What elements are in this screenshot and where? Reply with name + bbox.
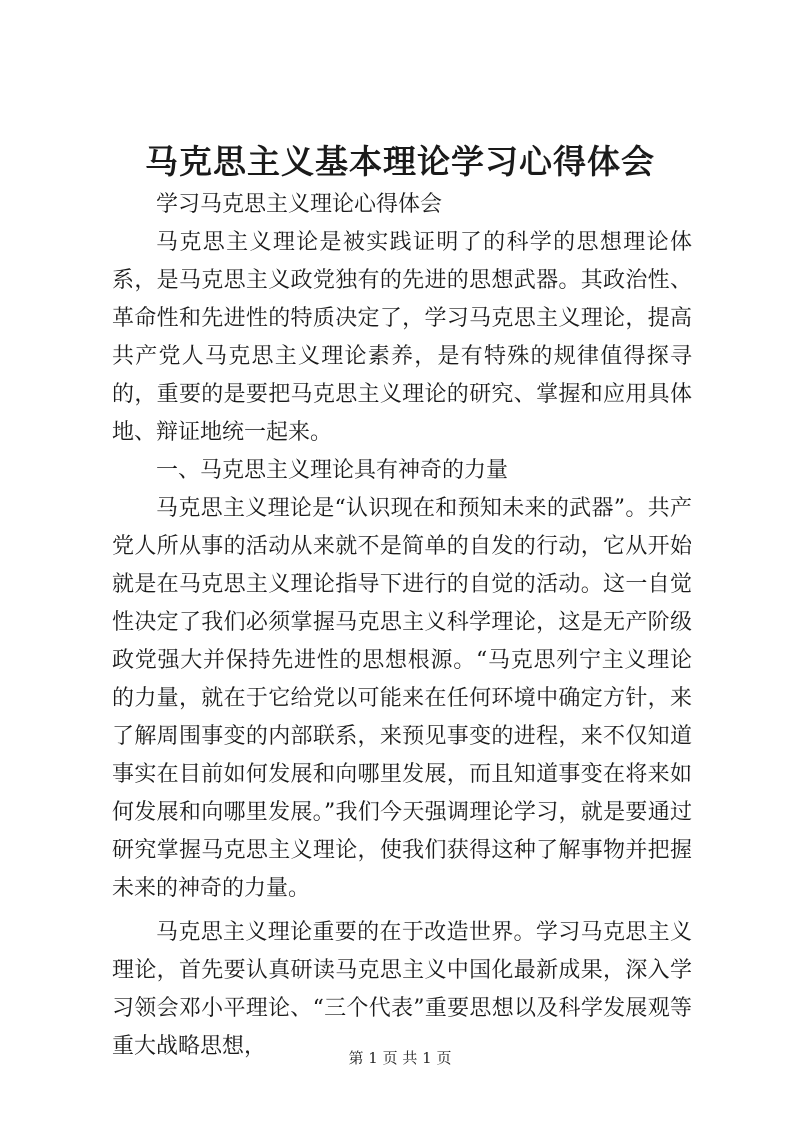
- document-body: [112, 186, 692, 1066]
- page-footer: 第 1 页 共 1 页: [348, 1049, 452, 1067]
- section-heading: 一、马克思主义理论具有神奇的力量: [156, 458, 509, 483]
- document-title: 马克思主义基本理论学习心得体会: [145, 142, 655, 181]
- body-paragraph: 马克思主义理论是“认识现在和预知未来的武器”。共产党人所从事的活动从来就不是简单的自发的行动，它从开始就是在马克思主义理论指导下进行的自觉的活动。这一自觉性决定了我们必须掌握马克思主义科学理论，这是无产阶级政党强大并保持先进性的思想根源。“马克思列宁主义理论的力量，就在于它给党以可能来在任何环境中确定方针，来了解周围事变的内部联系，来预见事变的进程，来不仅知道事实在目前如何发展和向哪里发展，而且知道事变在将来如何发展和向哪里发展。”我们今天强调理论学习，就是要通过研究掌握马克思主义理论，使我们获得这种了解事物并把握未来的神奇的力量。: [112, 496, 692, 901]
- body-paragraph: 马克思主义理论重要的在于改造世界。学习马克思主义理论，首先要认真研读马克思主义中国化最新成果，深入学习领会邓小平理论、“三个代表”重要思想以及科学发展观等重大战略思想，: [112, 920, 692, 1059]
- subtitle-paragraph: 学习马克思主义理论心得体会: [156, 192, 443, 217]
- body-paragraph: 马克思主义理论是被实践证明了的科学的思想理论体系，是马克思主义政党独有的先进的思想武器。其政治性、革命性和先进性的特质决定了，学习马克思主义理论，提高共产党人马克思主义理论素养，是有特殊的规律值得探寻的，重要的是要把马克思主义理论的研究、掌握和应用具体地、辩证地统一起来。: [112, 230, 692, 445]
